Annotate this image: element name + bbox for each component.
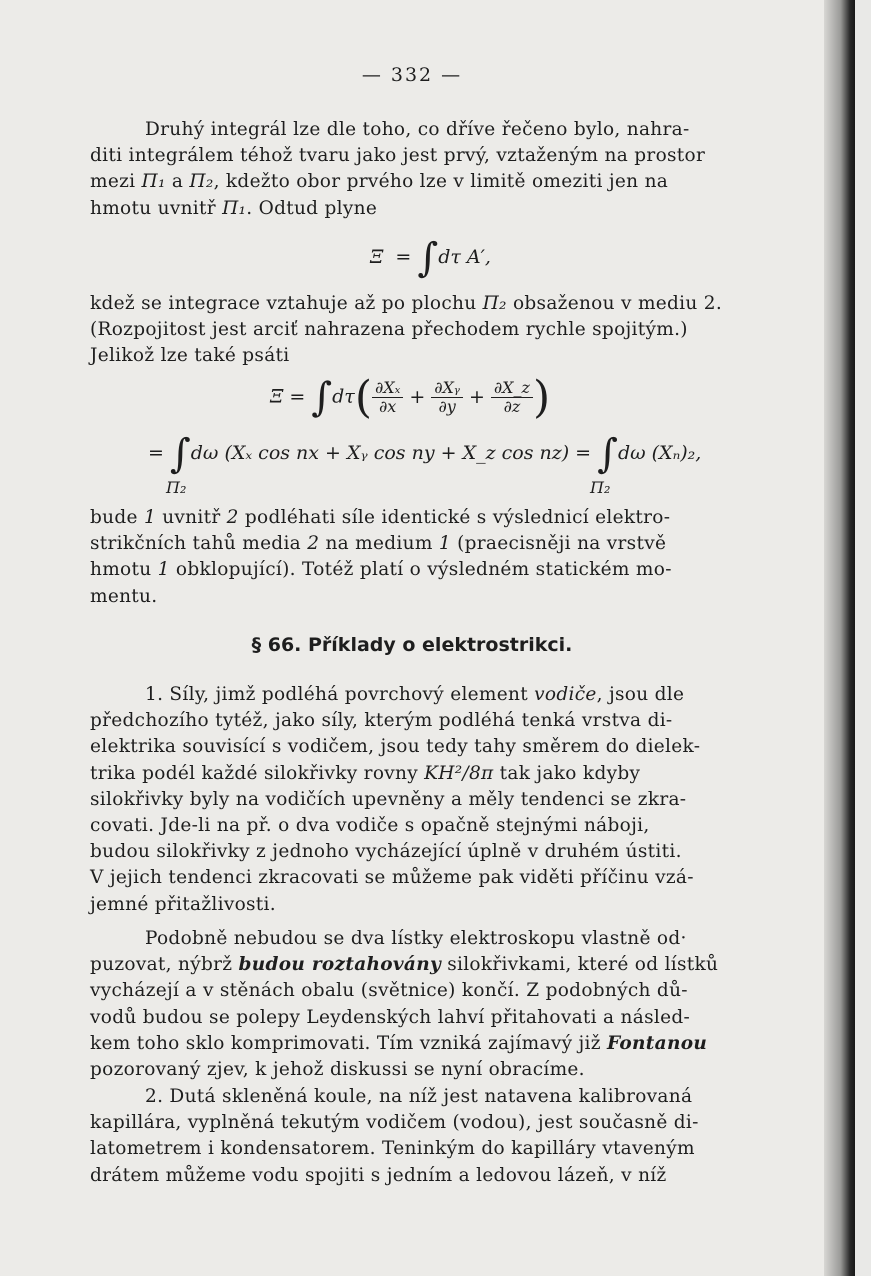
text-line: hmotu 1 obklopující). Totéž platí o výsledném statickém mo- [90, 559, 672, 581]
text-line: (Rozpojitost jest arciť nahrazena přechodem rychle spojitým.) [90, 319, 688, 341]
page-number: — 332 — [361, 64, 463, 86]
text-line: hmotu uvnitř Π₁. Odtud plyne [90, 197, 378, 219]
text-line: vycházejí a v stěnách obalu (světnice) končí. Z podobných dů- [90, 980, 688, 1002]
paragraph-4 [90, 682, 736, 918]
fraction: $\frac{\partial X\_z}{\partial z}$ [491, 379, 533, 416]
text-line: kem toho sklo komprimovati. Tím vzniká zajímavý již Fontanou [90, 1032, 708, 1054]
text-line: vodů budou se polepy Leydenských lahví přitahovati a násled- [90, 1006, 691, 1028]
paragraph-6 [90, 1084, 736, 1189]
text-line: drátem můžeme vodu spojiti s jedním a ledovou lázeň, v níž [90, 1164, 667, 1186]
equation-2: Ξ = ∫dτ( $\frac{\text{∂Xₓ}}{\partial x}$ + $\frac{\text{∂Xᵧ}}{\partial y}$ + $\frac{\partial X\_z}{\partial z}$ ) [270, 372, 551, 423]
equation-3: = ∫dω (Xₓ cos nx + Xᵧ cos ny + X_z cos nz) = ∫dω (Xₙ)₂, [148, 431, 702, 477]
text-line: budou silokřivky z jednoho vycházející úplně v druhém ústiti. [90, 841, 682, 863]
fraction: $\frac{\text{∂Xᵧ}}{\partial y}$ [431, 379, 463, 416]
integral-limit: Π₂ [166, 478, 187, 497]
text-line: kdež se integrace vztahuje až po plochu Π₂ obsaženou v mediu 2. [90, 293, 723, 314]
text-line: latometrem i kondensatorem. Teninkým do kapilláry vtaveným [90, 1138, 695, 1160]
text-line: trika podél každé silokřivky rovny KH²/8π tak jako kdyby [90, 762, 641, 784]
text-line: Podobně nebudou se dva lístky elektroskopu vlastně od· [145, 928, 687, 949]
scan-page-edge [855, 0, 871, 1276]
text-line: pozorovaný zjev, k jehož diskussi se nyní obracíme. [90, 1059, 585, 1081]
text-line: kapillára, vyplněná tekutým vodičem (vodou), jest současně di- [90, 1112, 699, 1134]
integral-limit: Π₂ [590, 478, 611, 497]
section-heading: § 66. Příklady o elektrostrikci. [251, 634, 573, 656]
paragraph-3 [90, 505, 736, 610]
text-line: Druhý integrál lze dle toho, co dříve řečeno bylo, nahra- [145, 119, 690, 140]
text-line: silokřivky byly na vodičích upevněny a měly tendenci se zkra- [90, 788, 687, 810]
text-line: covati. Jde-li na př. o dva vodiče s opačně stejnými náboji, [90, 815, 650, 837]
text-line: mezi Π₁ a Π₂, kdežto obor prvého lze v limitě omeziti jen na [90, 171, 669, 193]
fraction: $\frac{\text{∂Xₓ}}{\partial x}$ [372, 379, 403, 416]
text-line: V jejich tendenci zkracovati se můžeme pak viděti příčinu vzá- [90, 867, 694, 889]
paragraph-2 [90, 291, 736, 370]
text-line: puzovat, nýbrž budou roztahovány silokřivkami, které od lístků [90, 954, 719, 976]
text-line: jemné přitažlivosti. [90, 893, 276, 915]
text-line: mentu. [90, 585, 158, 607]
text-line: Jelikož lze také psáti [90, 345, 290, 367]
text-line: strikčních tahů media 2 na medium 1 (praecisněji na vrstvě [90, 533, 667, 555]
text-line: bude 1 uvnitř 2 podléhati síle identické s výslednicí elektro- [90, 507, 671, 528]
paragraph-5 [90, 926, 736, 1083]
text-line: elektrika souvisící s vodičem, jsou tedy tahy směrem do dielek- [90, 736, 701, 758]
text-line: diti integrálem téhož tvaru jako jest prvý, vztaženým na prostor [90, 145, 706, 167]
text-line: předchozího tytéž, jako síly, kterým podléhá tenká vrstva di- [90, 710, 673, 732]
text-line: 2. Dutá skleněná koule, na níž jest natavena kalibrovaná [145, 1086, 693, 1107]
paragraph-1 [90, 117, 736, 222]
text-line: 1. Síly, jimž podléhá povrchový element vodiče, jsou dle [145, 684, 685, 705]
equation-1: Ξ = ∫dτ A′, [370, 235, 491, 281]
